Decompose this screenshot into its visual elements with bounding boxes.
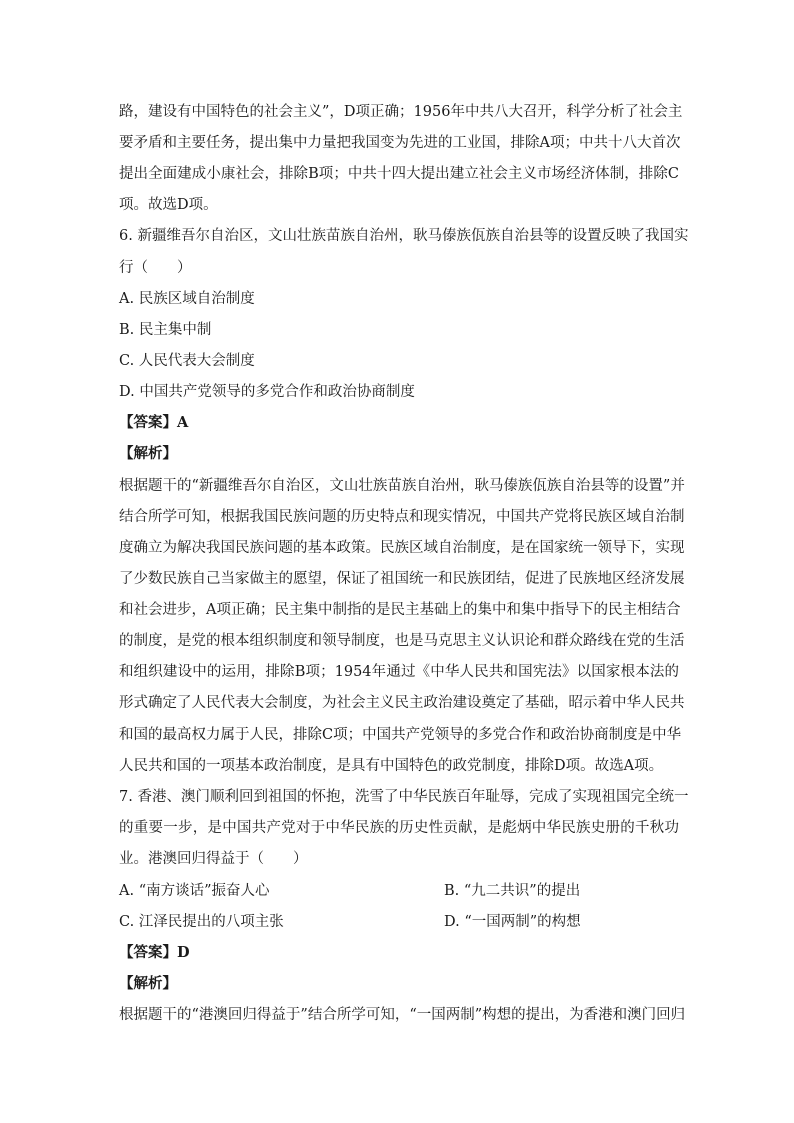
question-6-stem-cont: 行（ ） xyxy=(119,260,192,276)
question-6-stem: 6. 新疆维吾尔自治区，文山壮族苗族自治州，耿马傣族佤族自治县等的设置反映了我国实 xyxy=(119,228,689,244)
analysis-line: 了少数民族自己当家做主的愿望，保证了祖国统一和民族团结，促进了民族地区经济发展 xyxy=(119,571,685,587)
option-a: A. 民族区域自治制度 xyxy=(119,291,255,307)
option-b: B. 民主集中制 xyxy=(119,322,212,338)
q7-analysis-line: 根据题干的“港澳回归得益于”结合所学可知，“一国两制”构想的提出，为香港和澳门回归 xyxy=(119,1007,686,1023)
text-line: 路，建设有中国特色的社会主义”，D项正确；1956年中共八大召开，科学分析了社会主 xyxy=(119,104,683,120)
analysis-line: 和组织建设中的运用，排除B项；1954年通过《中华人民共和国宪法》以国家根本法的 xyxy=(119,664,679,680)
option-d: D. 中国共产党领导的多党合作和政治协商制度 xyxy=(119,384,415,400)
q7-analysis-heading: 【解析】 xyxy=(119,975,177,992)
analysis-heading: 【解析】 xyxy=(119,445,177,462)
text-line: 提出全面建成小康社会，排除B项；中共十四大提出建立社会主义市场经济体制，排除C xyxy=(119,166,679,182)
question-7-stem: 7. 香港、澳门顺利回到祖国的怀抱，洗雪了中华民族百年耻辱，完成了实现祖国完全统一 xyxy=(119,789,689,805)
analysis-line: 的制度，是党的根本组织制度和领导制度，也是马克思主义认识论和群众路线在党的生活 xyxy=(119,633,685,649)
q7-option-a: A. “南方谈话”振奋人心 xyxy=(119,883,270,899)
question-7-stem-cont: 的重要一步，是中国共产党对于中华民族的历史性贡献，是彪炳中华民族史册的千秋功 xyxy=(119,820,679,836)
q7-option-d: D. “一国两制”的构想 xyxy=(444,914,581,930)
analysis-line: 度确立为解决我国民族问题的基本政策。民族区域自治制度，是在国家统一领导下，实现 xyxy=(119,540,685,556)
analysis-line: 形式确定了人民代表大会制度，为社会主义民主政治建设奠定了基础，昭示着中华人民共 xyxy=(119,695,685,711)
question-7-stem-cont: 业。港澳回归得益于（ ） xyxy=(119,851,308,867)
analysis-line: 和社会进步，A项正确；民主集中制指的是民主基础上的集中和集中指导下的民主相结合 xyxy=(119,602,681,618)
analysis-line: 根据题干的“新疆维吾尔自治区，文山壮族苗族自治州，耿马傣族佤族自治县等的设置”并 xyxy=(119,478,685,494)
answer-label: 【答案】A xyxy=(119,414,189,431)
analysis-line: 人民共和国的一项基本政治制度，是具有中国特色的政党制度，排除D项。故选A项。 xyxy=(119,758,664,774)
q7-option-b: B. “九二共识”的提出 xyxy=(444,883,581,899)
analysis-line: 和国的最高权力属于人民，排除C项；中国共产党领导的多党合作和政治协商制度是中华 xyxy=(119,727,682,743)
analysis-line: 结合所学可知，根据我国民族问题的历史特点和现实情况，中国共产党将民族区域自治制 xyxy=(119,509,685,525)
option-c: C. 人民代表大会制度 xyxy=(119,353,255,369)
text-line: 要矛盾和主要任务，提出集中力量把我国变为先进的工业国，排除A项；中共十八大首次 xyxy=(119,135,681,151)
q7-answer-label: 【答案】D xyxy=(119,944,190,961)
text-line: 项。故选D项。 xyxy=(119,197,218,213)
q7-option-c: C. 江泽民提出的八项主张 xyxy=(119,914,284,930)
